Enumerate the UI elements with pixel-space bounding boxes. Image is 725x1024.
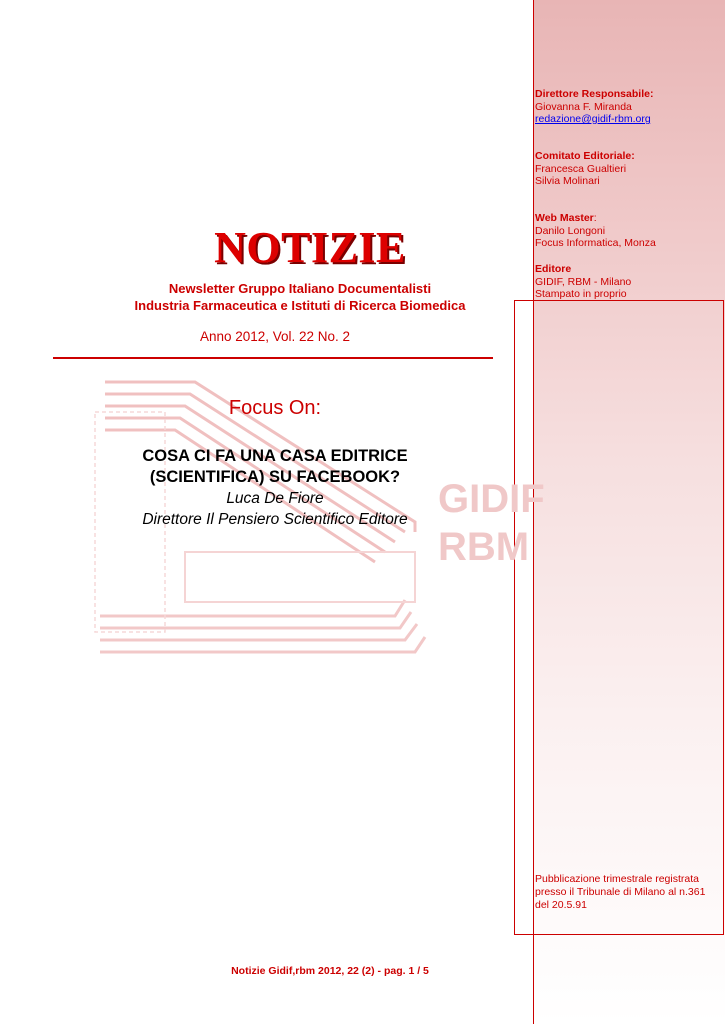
committee-member: Francesca Gualtieri bbox=[535, 162, 627, 175]
editorial-email-link[interactable]: redazione@gidif-rbm.org bbox=[535, 113, 651, 125]
publisher-name: GIDIF, RBM - Milano bbox=[535, 275, 632, 288]
masthead-subtitle bbox=[100, 280, 500, 314]
article-title-line: COSA CI FA UNA CASA EDITRICE bbox=[142, 447, 408, 465]
focus-label: Focus On: bbox=[228, 397, 322, 419]
publisher-print: Stampato in proprio bbox=[535, 288, 627, 300]
watermark-stripe bbox=[100, 624, 417, 640]
committee-member: Silvia Molinari bbox=[535, 175, 600, 187]
watermark-text: GIDIF bbox=[438, 477, 545, 521]
director-block bbox=[535, 88, 653, 126]
publication-note: Pubblicazione trimestrale registrata presso il Tribunale di Milano al n.361 del 20.5.91 bbox=[535, 873, 706, 911]
article-author-role: Direttore Il Pensiero Scientifico Editore bbox=[142, 511, 408, 528]
publisher-block bbox=[535, 263, 631, 301]
webmaster-name: Danilo Longoni bbox=[535, 224, 606, 237]
masthead-title: NOTIZIE bbox=[214, 223, 406, 272]
issue-info: Anno 2012, Vol. 22 No. 2 bbox=[199, 329, 351, 344]
webmaster-colon: : bbox=[593, 212, 597, 224]
sidebar-frame bbox=[514, 300, 724, 935]
webmaster-block bbox=[535, 212, 656, 250]
publisher-heading: Editore bbox=[535, 263, 572, 275]
director-name: Giovanna F. Miranda bbox=[535, 100, 632, 113]
page-footer: Notizie Gidif,rbm 2012, 22 (2) - pag. 1 / 5 bbox=[231, 965, 429, 977]
watermark-stripe bbox=[100, 612, 411, 628]
masthead-divider bbox=[53, 357, 493, 359]
director-heading: Direttore Responsabile: bbox=[535, 88, 654, 100]
article-title-line: (SCIENTIFICA) SU FACEBOOK? bbox=[149, 468, 401, 486]
webmaster-heading: Web Master bbox=[535, 212, 594, 224]
webmaster-heading-line bbox=[535, 212, 656, 225]
watermark-block bbox=[185, 552, 415, 602]
webmaster-company: Focus Informatica, Monza bbox=[535, 237, 656, 249]
subtitle-line: Newsletter Gruppo Italiano Documentalisti bbox=[168, 281, 432, 296]
subtitle-line: Industria Farmaceutica e Istituti di Ricerca Biomedica bbox=[134, 298, 466, 313]
article-title bbox=[90, 446, 460, 488]
committee-block bbox=[535, 150, 635, 188]
watermark-text: RBM bbox=[438, 525, 530, 569]
article-author: Luca De Fiore bbox=[226, 490, 324, 507]
committee-heading: Comitato Editoriale: bbox=[535, 150, 635, 162]
